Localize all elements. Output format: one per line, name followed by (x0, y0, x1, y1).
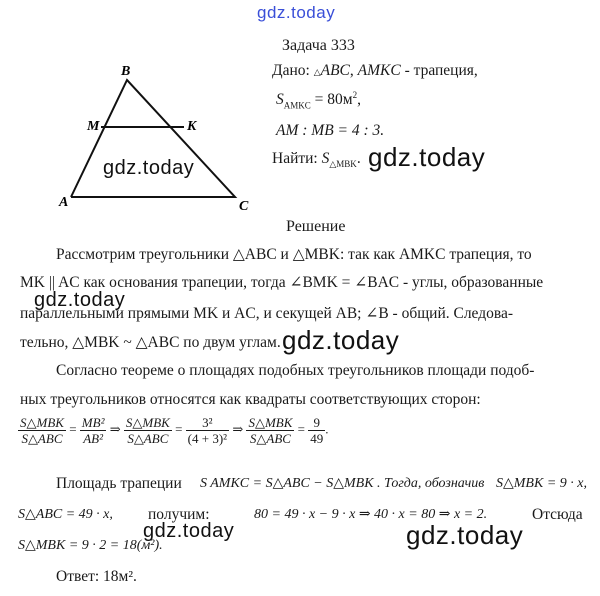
solution-line-7a: Площадь трапеции (56, 475, 182, 492)
solution-line-7c: S△MBK = 9 · x, (496, 476, 587, 491)
given-line: Дано: △ABC, AMKC - трапеция, (272, 62, 478, 79)
solution-line-5: Согласно теореме о площадях подобных треугольников площади подоб- (56, 362, 535, 379)
given-triangle: ABC (320, 62, 350, 79)
watermark-mid: gdz.today (282, 325, 400, 355)
answer-line: Ответ: 18м². (56, 568, 137, 585)
equation-ratio: $\frac{\text{S△MBK}}{\text{S△ABC}}$ = $\frac{\text{MB²}}{\text{AB²}}$ ⇒ $\frac{\text{S△MBK}}{\text{S△ABC}}$ = $\frac{\text{3²}}{\text{(4 + 3)²}}$ ⇒ $\frac{\text{S△MBK}}{\text{S△ABC}}$ = $\frac{9}{49}$ . (20, 415, 329, 446)
watermark-find: gdz.today (368, 142, 486, 172)
task-title: Задача 333 (282, 37, 355, 54)
watermark-figure: gdz.today (103, 157, 195, 179)
solution-line-3: параллельными прямыми MK и AC, и секущей AB; ∠B - общий. Следова- (20, 305, 514, 322)
given-rest: - трапеция, (404, 62, 478, 79)
solution-heading: Решение (286, 218, 346, 235)
solution-line-8a: S△ABC = 49 · x, (18, 507, 113, 522)
given-trapezoid: AMKC (357, 62, 401, 79)
vertex-k: K (187, 119, 197, 134)
vertex-c: C (239, 199, 249, 210)
solution-line-9: S△MBK = 9 · 2 = 18(м²). (18, 538, 163, 553)
solution-line-1: Рассмотрим треугольники △ABC и △MBK: так как AMKC трапеция, то (56, 246, 532, 263)
given-area: $S_{AMKC} = 80м^2$, (276, 90, 361, 111)
watermark-bottom-right: gdz.today (406, 520, 524, 550)
find-line: Найти: $S_{\triangle MBK}$. (272, 150, 361, 170)
vertex-m: M (87, 119, 100, 134)
vertex-b: B (121, 64, 131, 79)
triangle-figure (55, 60, 270, 210)
solution-line-7b: S AMKC = S△ABC − S△MBK . Тогда, обозначив (200, 476, 485, 491)
solution-line-8c: 80 = 49 · x − 9 · x ⇒ 40 · x = 80 ⇒ x = 2. (254, 507, 488, 522)
watermark-top: gdz.today (257, 3, 336, 22)
solution-line-4: тельно, △MBK ~ △ABC по двум углам. (20, 334, 281, 351)
solution-line-2: MK || AC как основания трапеции, тогда ∠BMK = ∠BAC - углы, образованные (20, 274, 544, 291)
solution-line-6: ных треугольников относятся как квадраты соответствующих сторон: (20, 391, 481, 408)
solution-line-8d: Отсюда (532, 506, 583, 523)
vertex-a: A (59, 195, 69, 210)
watermark-left: gdz.today (34, 289, 126, 311)
solution-line-8b: получим: (148, 506, 210, 523)
watermark-bottom-left: gdz.today (143, 520, 235, 542)
given-label: Дано: (272, 62, 310, 79)
given-ratio: AM : MB = 4 : 3. (276, 122, 385, 139)
